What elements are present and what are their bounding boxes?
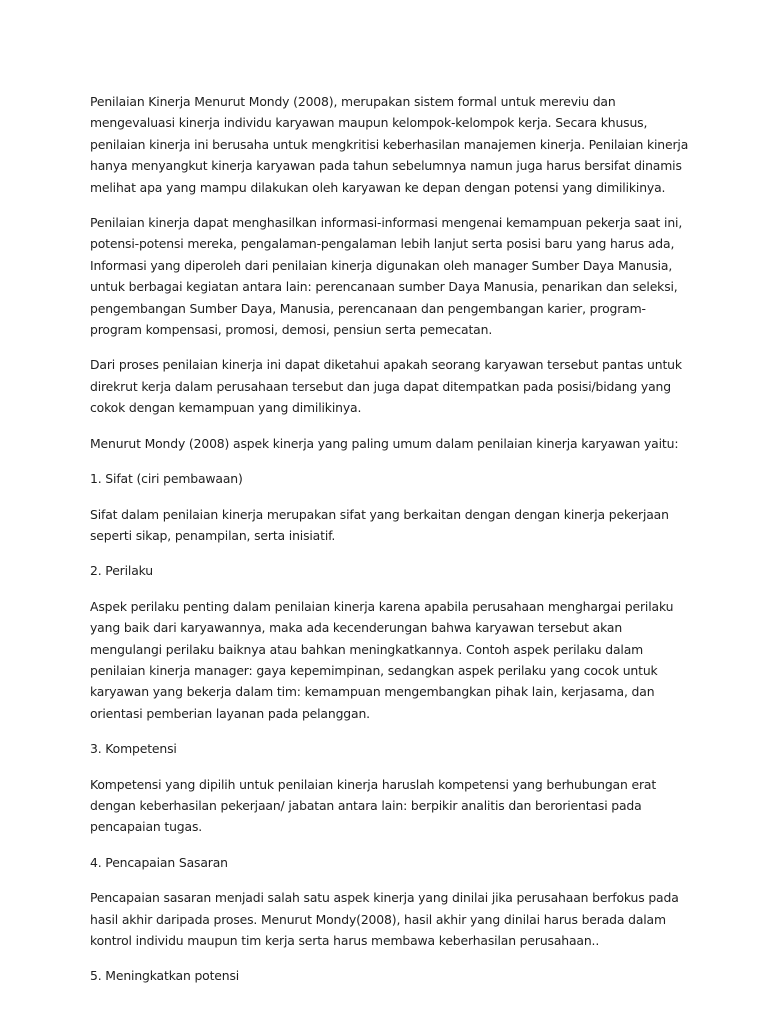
section-body-perilaku: Aspek perilaku penting dalam penilaian kinerja karena apabila perusahaan menghargai perilaku yang baik dari karyawannya, maka ada kecenderungan bahwa karyawan tersebut akan mengulangi perilaku baiknya atau bahkan meningkatkannya. Contoh aspek perilaku dalam penilaian kinerja manager: gaya kepemimpinan, sedangkan aspek perilaku yang cocok untuk karyawan yang bekerja dalam tim: kemampuan mengembangkan pihak lain, kerjasama, dan orientasi pemberian layanan pada pelanggan.: [90, 598, 674, 721]
intro-paragraph-2: Penilaian kinerja dapat menghasilkan informasi-informasi mengenai kemampuan pekerja saat ini, potensi-potensi mereka, pengalaman-pengalaman lebih lanjut serta posisi baru yang harus ada, Informasi yang diperoleh dari penilaian kinerja digunakan oleh manager Sumber Daya Manusia, untuk berbagai kegiatan antara lain: perencanaan sumber Daya Manusia, penarikan dan seleksi, pengembangan Sumber Daya, Manusia, perencanaan dan pengembangan karier, program-program kompensasi, promosi, demosi, pensiun serta pemecatan.: [90, 215, 683, 338]
section-heading-perilaku: 2. Perilaku: [90, 563, 153, 579]
section-body-kompetensi: Kompetensi yang dipilih untuk penilaian kinerja haruslah kompetensi yang berhubungan erat dengan keberhasilan pekerjaan/ jabatan antara lain: berpikir analitis dan berorientasi pada pencapaian tugas.: [90, 776, 657, 835]
intro-paragraph-4: Menurut Mondy (2008) aspek kinerja yang paling umum dalam penilaian kinerja karyawan yaitu:: [90, 435, 679, 451]
intro-paragraph-1: Penilaian Kinerja Menurut Mondy (2008), merupakan sistem formal untuk mereviu dan mengevaluasi kinerja individu karyawan maupun kelompok-kelompok kerja. Secara khusus, penilaian kinerja ini berusaha untuk mengkritisi keberhasilan manajemen kinerja. Penilaian kinerja hanya menyangkut kinerja karyawan pada tahun sebelumnya namun juga harus bersifat dinamis melihat apa yang mampu dilakukan oleh karyawan ke depan dengan potensi yang dimilikinya.: [90, 94, 689, 195]
section-body-sifat: Sifat dalam penilaian kinerja merupakan sifat yang berkaitan dengan dengan kinerja pekerjaan seperti sikap, penampilan, serta inisiatif.: [90, 506, 669, 543]
intro-paragraph-3: Dari proses penilaian kinerja ini dapat diketahui apakah seorang karyawan tersebut pantas untuk direkrut kerja dalam perusahaan tersebut dan juga dapat ditempatkan pada posisi/bidang yang cokok dengan kemampuan yang dimilikinya.: [90, 357, 682, 416]
section-body-pencapaian-sasaran: Pencapaian sasaran menjadi salah satu aspek kinerja yang dinilai jika perusahaan berfokus pada hasil akhir daripada proses. Menurut Mondy(2008), hasil akhir yang dinilai harus berada dalam kontrol individu maupun tim kerja serta harus membawa keberhasilan perusahaan..: [90, 890, 679, 948]
section-heading-sifat: 1. Sifat (ciri pembawaan): [90, 471, 243, 487]
document-page: [90, 91, 690, 1001]
section-heading-meningkatkan-potensi: 5. Meningkatkan potensi: [90, 968, 240, 984]
section-heading-kompetensi: 3. Kompetensi: [90, 741, 177, 757]
section-heading-pencapaian-sasaran: 4. Pencapaian Sasaran: [90, 854, 228, 870]
